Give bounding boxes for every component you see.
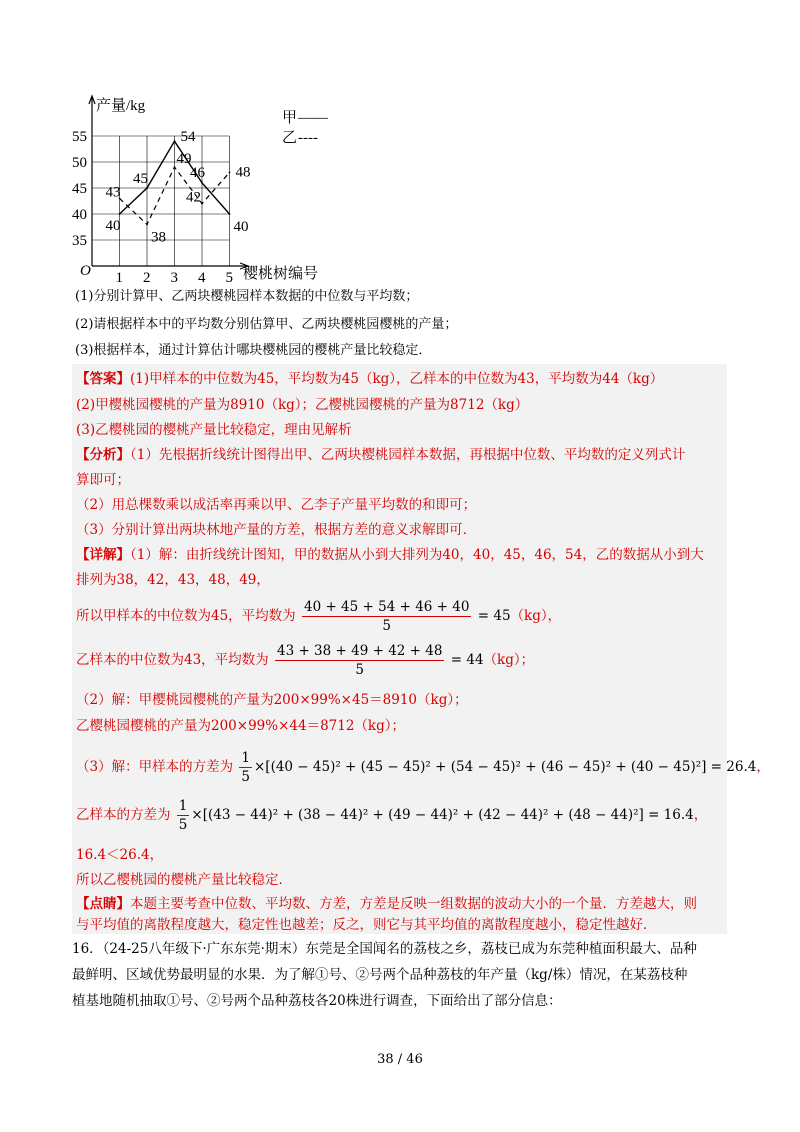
- data-label: 38: [151, 229, 166, 246]
- yield-a-line: （2）解：甲樱桃园樱桃的产量为200×99%×45＝8910（kg）；: [76, 692, 468, 708]
- variance-a-tail: ，: [756, 759, 770, 775]
- x-tick-label: 5: [225, 270, 233, 286]
- data-label: 40: [233, 219, 249, 235]
- variance-a-coef-num: 1: [241, 750, 250, 766]
- y-tick-label: 45: [72, 181, 87, 197]
- data-label: 49: [176, 151, 192, 168]
- problem-16-line-3: 植基地随机抽取①号、②号两个品种荔枝各20株进行调查，下面给出了部分信息：: [72, 993, 562, 1009]
- legend-a-name: 甲: [282, 110, 298, 126]
- line-chart: [60, 88, 360, 288]
- x-tick-label: 4: [198, 270, 206, 286]
- variance-b-prefix: 乙样本的方差为: [76, 807, 171, 823]
- compare-line: 16.4＜26.4，: [76, 847, 164, 863]
- x-tick-label: 2: [143, 270, 151, 286]
- legend-b-name: 乙: [282, 130, 298, 146]
- mean-a-unit: （kg），: [510, 608, 562, 624]
- page-number: 38 / 46: [377, 1052, 423, 1067]
- problem-16-line-1: 16．（24-25八年级下·广东东莞·期末）东莞是全国闻名的荔枝之乡，荔枝已成为东莞种植面积最大、品种: [72, 941, 697, 957]
- chart-grid: [92, 136, 230, 266]
- question-3: (3)根据样本，通过计算估计哪块樱桃园的樱桃产量比较稳定．: [75, 343, 432, 358]
- variance-a-line: [76, 749, 770, 786]
- variance-a-prefix: （3）解：甲样本的方差为: [76, 759, 234, 775]
- legend-a-mark: ——: [298, 110, 328, 126]
- answer-line-2: (2)甲樱桃园樱桃的产量为8910（kg）；乙樱桃园樱桃的产量为8712（kg）: [76, 397, 529, 413]
- y-tick-label: 50: [72, 155, 87, 171]
- variance-b-expression: ×[(43 − 44)² + (38 − 44)² + (49 − 44)² + (42 − 44)² + (48 − 44)²] = 16.4: [191, 807, 694, 823]
- problem-16-line-2: 最鲜明、区域优势最明显的水果．为了解①号、②号两个品种荔枝的年产量（kg/株）情况，在某荔枝种: [72, 967, 688, 983]
- variance-b-coef-den: 5: [178, 817, 188, 833]
- answer-line-3: (3)乙樱桃园的樱桃产量比较稳定，理由见解析: [76, 422, 352, 438]
- data-label: 54: [180, 129, 196, 146]
- x-tick-label: 3: [170, 270, 178, 286]
- conclusion-line: 所以乙樱桃园的樱桃产量比较稳定．: [76, 872, 292, 888]
- data-label: 43: [105, 184, 121, 201]
- y-tick-label: 35: [72, 233, 87, 249]
- variance-a-coef-den: 5: [241, 769, 250, 785]
- legend: [282, 109, 329, 146]
- analysis-text-1: （1）先根据折线统计图得出甲、乙两块樱桃园样本数据，再根据中位数、平均数的定义列式计: [130, 447, 686, 463]
- mean-b-result: = 44: [450, 652, 484, 668]
- legend-b-mark: ----: [298, 130, 318, 146]
- comment-tag: 【点睛】: [76, 896, 130, 912]
- detail-text-1: （1）解：由折线统计图知，甲的数据从小到大排列为40，40，45，46，54，乙的数据从小到大: [130, 547, 704, 563]
- detail-line-1: [76, 545, 704, 565]
- mean-b-fraction: [275, 642, 444, 679]
- mean-a-denominator: 5: [382, 618, 392, 634]
- origin-label: O: [80, 263, 91, 279]
- mean-a-result: = 45: [477, 608, 511, 624]
- y-axis-label: 产量/kg: [96, 98, 146, 114]
- yield-b-line: 乙樱桃园樱桃的产量为200×99%×44＝8712（kg）；: [76, 718, 406, 734]
- variance-b-coef-num: 1: [178, 798, 188, 814]
- answer-tag: 【答案】: [76, 371, 130, 387]
- data-label: 42: [186, 189, 201, 206]
- mean-b-line: [76, 642, 534, 679]
- series-a-point: [201, 182, 203, 184]
- data-label: 46: [190, 164, 205, 181]
- series-b-point: [201, 203, 203, 205]
- answer-text-1: (1)甲样本的中位数为45，平均数为45（kg），乙样本的中位数为43，平均数为44（kg）: [130, 371, 664, 387]
- analysis-tag: 【分析】: [76, 447, 130, 463]
- solution-block: [72, 364, 770, 934]
- comment-line-2: 与平均值的离散程度越大，稳定性也越差；反之，则它与其平均值的离散程度越小，稳定性越好．: [76, 917, 657, 933]
- mean-b-prefix: 乙样本的中位数为43，平均数为: [76, 652, 269, 668]
- analysis-line-3: （2）用总棵数乘以成活率再乘以甲、乙李子产量平均数的和即可；: [76, 497, 477, 513]
- data-label: 48: [235, 164, 251, 181]
- series-b-point: [229, 172, 231, 174]
- answer-line-1: [76, 369, 663, 389]
- series-b-point: [146, 224, 148, 226]
- detail-tag: 【详解】: [76, 547, 130, 563]
- variance-b-coef: [177, 797, 190, 834]
- series-a-point: [174, 140, 176, 142]
- series-a-point: [119, 213, 121, 215]
- comment-text-1: 本题主要考查中位数、平均数、方差，方差是反映一组数据的波动大小的一个量．方差越大，则: [130, 896, 697, 912]
- mean-a-numerator: 40 + 45 + 54 + 46 + 40: [303, 599, 470, 615]
- series-b-point: [174, 166, 176, 168]
- data-label: 45: [133, 171, 148, 187]
- question-1: (1)分别计算甲、乙两块樱桃园样本数据的中位数与平均数；: [75, 289, 419, 304]
- data-label: 40: [105, 218, 121, 234]
- x-axis-label: 樱桃树编号: [243, 266, 319, 282]
- series-a-point: [146, 187, 148, 189]
- question-2: (2)请根据样本中的平均数分别估算甲、乙两块樱桃园樱桃的产量；: [75, 317, 458, 332]
- comment-line-1: [76, 894, 697, 914]
- mean-b-numerator: 43 + 38 + 49 + 42 + 48: [276, 643, 443, 659]
- mean-a-prefix: 所以甲样本的中位数为45，平均数为: [76, 608, 296, 624]
- analysis-line-1: [76, 445, 685, 465]
- mean-b-unit: （kg）；: [483, 652, 535, 668]
- y-tick-label: 55: [72, 129, 87, 145]
- series-a-point: [229, 213, 231, 215]
- variance-b-line: [76, 797, 707, 834]
- mean-a-fraction: [302, 598, 471, 635]
- x-tick-label: 1: [115, 270, 123, 286]
- mean-b-denominator: 5: [355, 662, 365, 678]
- analysis-line-2: 算即可；: [76, 472, 130, 488]
- mean-a-line: [76, 598, 561, 635]
- variance-a-expression: ×[(40 − 45)² + (45 − 45)² + (54 − 45)² + (46 − 45)² + (40 − 45)²] = 26.4: [253, 759, 757, 775]
- chart-axes: [89, 96, 248, 269]
- variance-a-coef: [239, 749, 252, 786]
- y-tick-label: 40: [72, 207, 87, 223]
- analysis-line-4: （3）分别计算出两块林地产量的方差，根据方差的意义求解即可．: [76, 522, 477, 538]
- variance-b-tail: ，: [693, 807, 708, 823]
- detail-line-2: 排列为38，42，43，48，49，: [76, 572, 270, 588]
